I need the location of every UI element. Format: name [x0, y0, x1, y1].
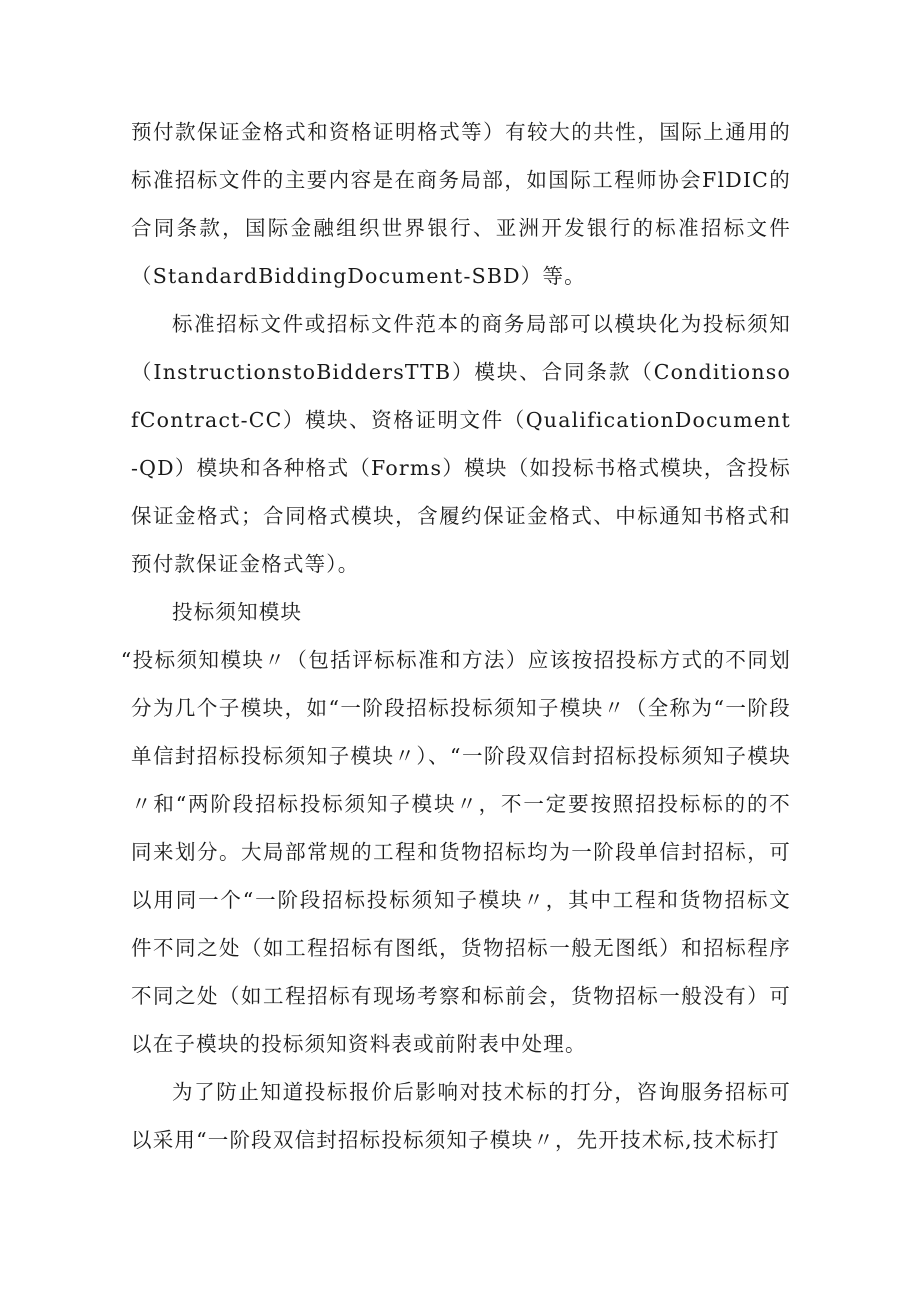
body-text — [120, 108, 791, 1164]
paragraph-submodules: “投标须知模块〃（包括评标标准和方法）应该按招投标方式的不同划分为几个子模块，如“一阶段招标投标须知子模块〃（全称为“一阶段单信封招标投标须知子模块〃）、“一阶段双信封招标投标须知子模块〃和“两阶段招标投标须知子模块〃，不一定要按照招投标标的的不同来划分。大局部常规的工程和货物招标均为一阶段单信封招标，可以用同一个“一阶段招标投标须知子模块〃，其中工程和货物招标文件不同之处（如工程招标有图纸，货物招标一般无图纸）和招标程序不同之处（如工程招标有现场考察和标前会，货物招标一般没有）可以在子模块的投标须知资料表或前附表中处理。 — [120, 648, 791, 1056]
paragraph-consulting: 为了防止知道投标报价后影响对技术标的打分，咨询服务招标可以采用“一阶段双信封招标投标须知子模块〃，先开技术标,技术标打 — [131, 1080, 791, 1152]
section-heading: 投标须知模块 — [172, 600, 303, 624]
paragraph-modularization: 标准招标文件或招标文件范本的商务局部可以模块化为投标须知（InstructionstoBiddersTTB）模块、合同条款（ConditionsofContract-CC）模块、资格证明文件（QualificationDocument-QD）模块和各种格式（Forms）模块（如投标书格式模块，含投标保证金格式；合同格式模块，含履约保证金格式、中标通知书格式和预付款保证金格式等）。 — [131, 312, 791, 576]
paragraph-continued: 预付款保证金格式和资格证明格式等）有较大的共性，国际上通用的标准招标文件的主要内容是在商务局部，如国际工程师协会FlDIC的合同条款，国际金融组织世界银行、亚洲开发银行的标准招标文件（StandardBiddingDocument-SBD）等。 — [131, 120, 791, 288]
